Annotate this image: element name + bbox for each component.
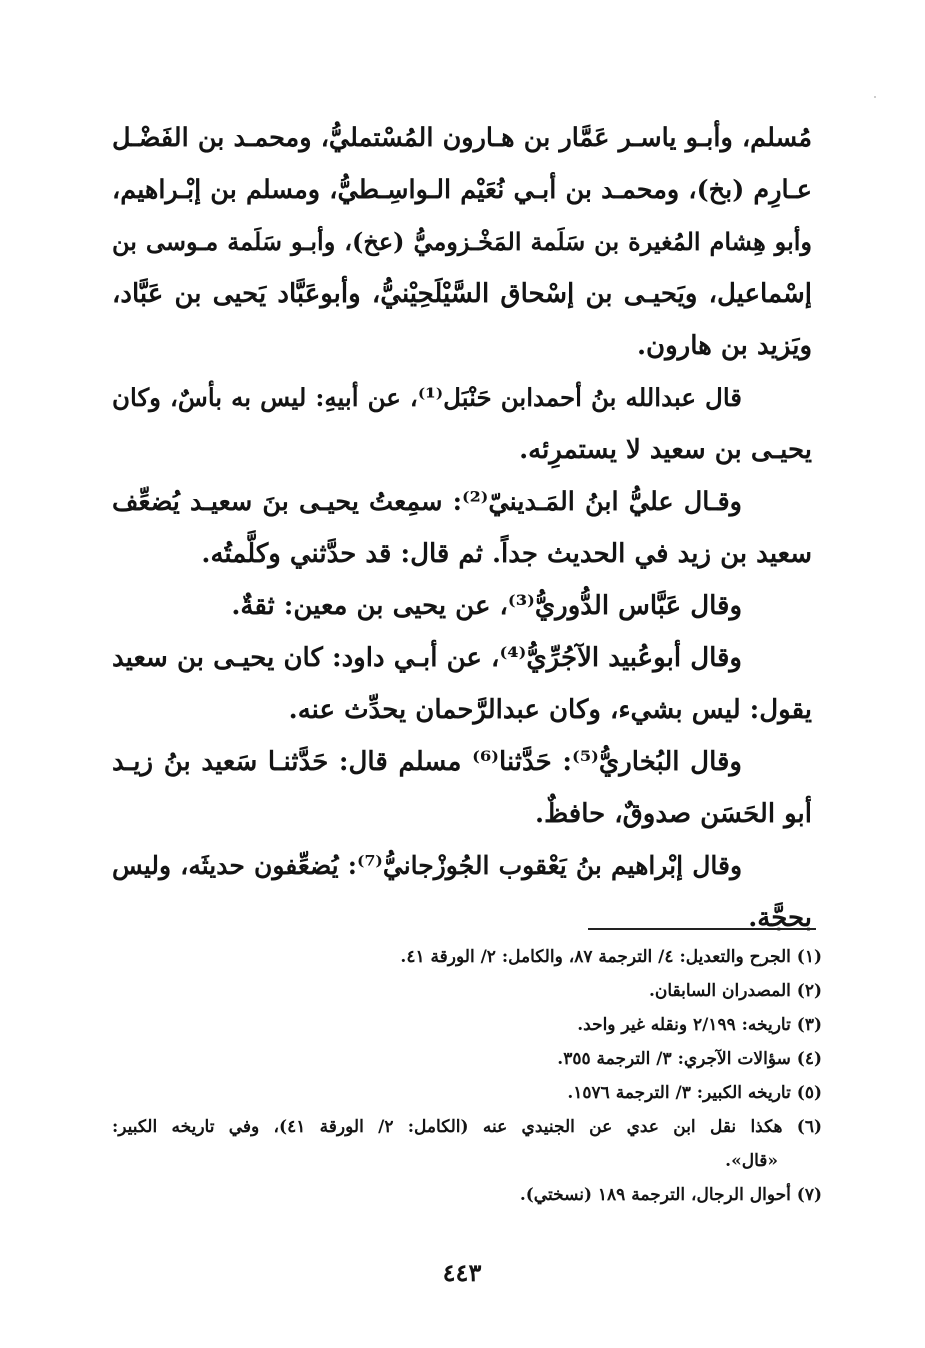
text-line: أبو الحَسَن صدوقٌ، حافظٌ. [535,799,812,829]
footnote-separator [588,928,816,930]
text-line: وقال إبْراهيم بنُ يَعْقوب الجُوزْجانيُّ⁽⁷⁾: يُضعِّفون حديثَه، وليس [112,851,743,880]
page-number: ٤٤٣ [442,1258,482,1287]
text-line: يقول: ليس بشيء، وكان عبدالرَّحمان يحدِّث عنه. [288,695,812,725]
footnote: (٧) أحوال الرجال، الترجمة ١٨٩ (نسختي). [519,1185,822,1205]
footnotes [112,940,822,1212]
footnote-continuation: «قال». [725,1151,778,1171]
text-line: ويَزيد بن هارون. [636,331,812,361]
footnote: (٣) تاريخه: ٢/١٩٩ ونقله غير واحد. [577,1015,822,1035]
footnote: (١) الجرح والتعديل: ٤/ الترجمة ٨٧، والكامل: ٢/ الورقة ٤١. [400,947,822,967]
footnote: (٢) المصدران السابقان. [648,981,822,1001]
text-line: سعيد بن زيد في الحديث جداً. ثم قال: قد حدَّثني وكلَّمتُه. [201,539,812,569]
text-line: إسْماعيل، ويَحيـى بن إسْحاق السَّيْلَحِيْنيُّ، وأبوعَبَّاد يَحيى بن عَبَّاد، [112,279,812,309]
text-line: يحيـى بن سعيد لا يستمرِئه. [519,435,812,465]
text-line: وقال البُخاريُّ⁽⁵⁾: حَدَّثنا⁽⁶⁾ مسلم قال: حَدَّثنـا سَعيد بنُ زيـد [112,747,742,777]
footnote: (٤) سؤالات الآجري: ٣/ الترجمة ٣٥٥. [557,1049,822,1069]
footnote: (٥) تاريخه الكبير: ٣/ الترجمة ١٥٧٦. [567,1083,822,1103]
text-line: وقـال عليُّ ابنُ المَـدينيّ⁽²⁾: سمِعتُ يحيـى بنَ سعيـد يُضعِّف [112,487,742,517]
text-line: وقال عَبَّاس الدُّوريُّ⁽³⁾، عن يحيى بن معين: ثقةٌ. [231,591,742,621]
text-line: مُسلم، وأبـو ياسـر عَمَّار بن هـارون المُسْتمليُّ، ومحمـد بن الفَضْـل [112,123,812,153]
main-text [112,112,812,944]
text-line: بحجَّة. [748,903,812,933]
text-line: وقال أبوعُبيد الآجُرِّيُّ⁽⁴⁾، عن أبـي داود: كان يحيـى بن سعيد [112,643,742,673]
scan-speck [874,96,876,98]
text-line: قال عبدالله بنُ أحمدابن حَنْبَل⁽¹⁾، عن أبيهِ: ليس به بأسٌ، وكان [112,383,742,412]
footnote: (٦) هكذا نقل ابن عدي عن الجنيدي عنه (الكامل: ٢/ الورقة ٤١)، وفي تاريخه الكبير: [112,1117,822,1137]
text-line: وأبو هِشام المُغيرة بن سَلَمة المَخْـزوميُّ (عخ)، وأبـو سَلَمة مـوسى بن [112,227,812,256]
text-line: عـارِم (بخ)، ومحمـد بن أبـي نُعَيْم الـواسِـطيُّ، ومسلم بن إبْـراهيم، [112,175,812,205]
